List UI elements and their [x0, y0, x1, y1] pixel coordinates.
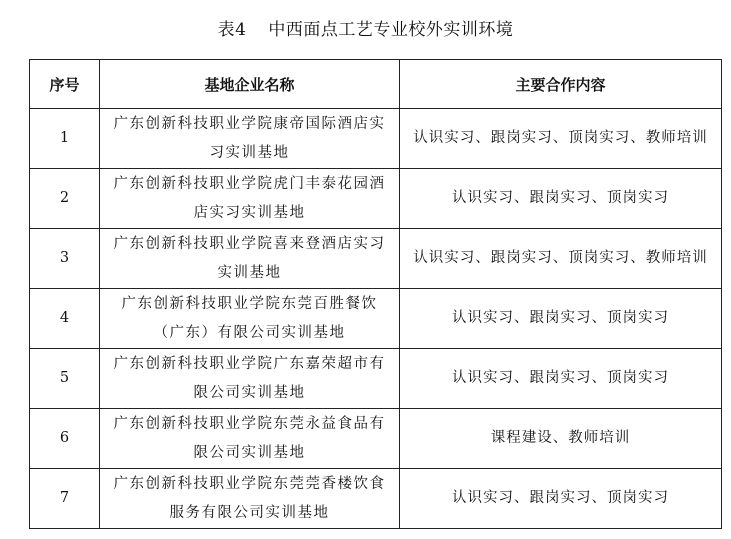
row-cooperation-content: 认识实习、跟岗实习、顶岗实习	[400, 349, 722, 409]
row-cooperation-content: 课程建设、教师培训	[400, 409, 722, 469]
header-serial-number: 序号	[30, 60, 100, 109]
table-row	[30, 109, 722, 169]
table-header-row	[30, 60, 722, 109]
row-base-name: 广东创新科技职业学院虎门丰泰花园酒店实习实训基地	[100, 169, 400, 229]
row-base-name: 广东创新科技职业学院东莞百胜餐饮（广东）有限公司实训基地	[100, 289, 400, 349]
table-number: 表4	[217, 20, 247, 40]
row-base-name: 广东创新科技职业学院广东嘉荣超市有限公司实训基地	[100, 349, 400, 409]
row-cooperation-content: 认识实习、跟岗实习、顶岗实习、教师培训	[400, 229, 722, 289]
row-serial-number: 1	[30, 109, 100, 169]
row-cooperation-content: 认识实习、跟岗实习、顶岗实习、教师培训	[400, 109, 722, 169]
training-base-table	[29, 59, 722, 529]
table-row	[30, 229, 722, 289]
row-cooperation-content: 认识实习、跟岗实习、顶岗实习	[400, 469, 722, 529]
row-serial-number: 3	[30, 229, 100, 289]
row-base-name: 广东创新科技职业学院东莞莞香楼饮食服务有限公司实训基地	[100, 469, 400, 529]
row-base-name: 广东创新科技职业学院康帝国际酒店实习实训基地	[100, 109, 400, 169]
header-cooperation-content: 主要合作内容	[400, 60, 722, 109]
row-serial-number: 4	[30, 289, 100, 349]
table-row	[30, 469, 722, 529]
table-row	[30, 349, 722, 409]
row-cooperation-content: 认识实习、跟岗实习、顶岗实习	[400, 289, 722, 349]
row-serial-number: 2	[30, 169, 100, 229]
row-serial-number: 7	[30, 469, 100, 529]
table-title: 中西面点工艺专业校外实训环境	[268, 20, 514, 40]
table-row	[30, 409, 722, 469]
table-row	[30, 289, 722, 349]
table-caption	[0, 18, 731, 42]
row-base-name: 广东创新科技职业学院喜来登酒店实习实训基地	[100, 229, 400, 289]
row-base-name: 广东创新科技职业学院东莞永益食品有限公司实训基地	[100, 409, 400, 469]
row-serial-number: 6	[30, 409, 100, 469]
row-serial-number: 5	[30, 349, 100, 409]
header-base-name: 基地企业名称	[100, 60, 400, 109]
row-cooperation-content: 认识实习、跟岗实习、顶岗实习	[400, 169, 722, 229]
table-row	[30, 169, 722, 229]
